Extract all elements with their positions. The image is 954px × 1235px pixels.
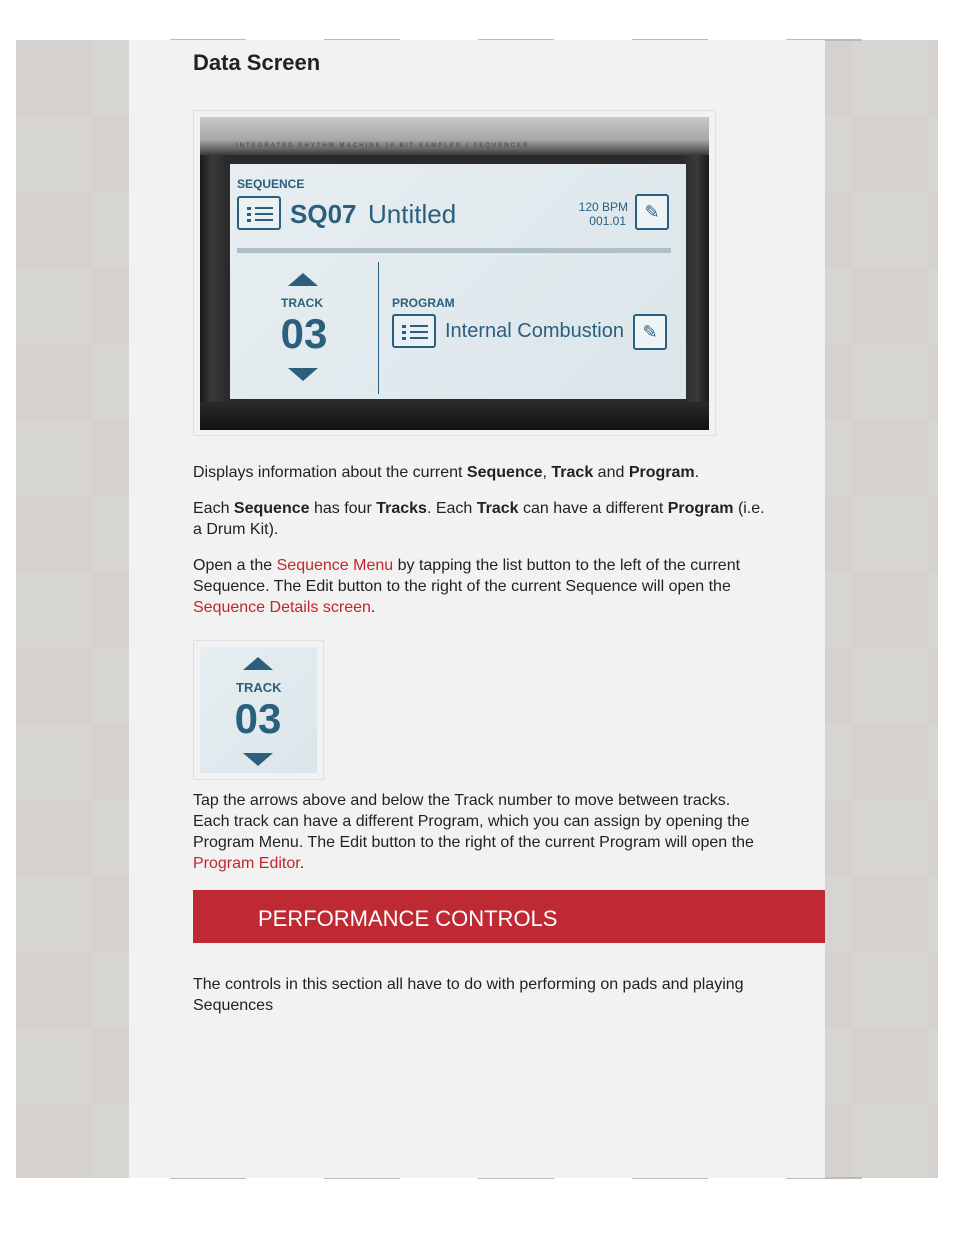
track-label: TRACK bbox=[281, 296, 323, 310]
program-label: PROGRAM bbox=[392, 296, 455, 310]
pencil-icon: ✎ bbox=[642, 322, 658, 342]
track-number: 03 bbox=[280, 310, 328, 357]
track-up-arrow-icon[interactable] bbox=[288, 273, 318, 286]
paragraph-intro bbox=[193, 462, 768, 483]
text: Open a the bbox=[193, 557, 277, 574]
text: Displays information about the current bbox=[193, 464, 467, 481]
text: by tapping the list button to the left of the current Sequence. The Edit button to the right of the current Sequence will open the bbox=[193, 557, 741, 595]
text: Tap the arrows above and below the Track number to move between tracks. Each track can have a different Program, which you can assign by opening the Program Menu. The Edit button to the right of the current Program will open the bbox=[193, 792, 754, 851]
text: . bbox=[370, 599, 376, 616]
position-readout: 001.01 bbox=[589, 214, 626, 228]
device-screen-frame bbox=[200, 117, 709, 430]
banner-title: PERFORMANCE CONTROLS bbox=[258, 906, 558, 931]
term-tracks: Tracks bbox=[376, 500, 427, 517]
track-widget-lcd bbox=[200, 647, 317, 773]
term-sequence: Sequence bbox=[233, 500, 310, 517]
term-track: Track bbox=[551, 464, 594, 481]
text: (i.e. a Drum Kit). bbox=[193, 500, 765, 538]
section-banner bbox=[193, 890, 825, 943]
text: . Each bbox=[426, 500, 477, 517]
paragraph-track-navigation bbox=[193, 790, 768, 874]
text: can have a different bbox=[518, 500, 668, 517]
bpm-readout: 120 BPM bbox=[578, 200, 628, 214]
text: Each bbox=[193, 500, 234, 517]
paragraph-performance: The controls in this section all have to do with performing on pads and playing Sequences bbox=[193, 976, 744, 1014]
paragraph-tracks bbox=[193, 498, 768, 540]
lcd-divider bbox=[237, 248, 671, 253]
sequence-menu-link[interactable]: Sequence Menu bbox=[276, 557, 394, 574]
sequence-name: Untitled bbox=[368, 199, 457, 229]
text: and bbox=[593, 464, 629, 481]
term-program: Program bbox=[667, 500, 734, 517]
lcd-display bbox=[230, 164, 686, 399]
term-track: Track bbox=[476, 500, 519, 517]
device-top-bar bbox=[200, 117, 709, 155]
program-edit-button[interactable] bbox=[633, 314, 667, 350]
sequence-edit-button[interactable] bbox=[635, 194, 669, 230]
track-widget-figure bbox=[193, 640, 324, 780]
sequence-label: SEQUENCE bbox=[237, 177, 305, 191]
sequence-list-button[interactable] bbox=[237, 196, 281, 230]
text: has four bbox=[309, 500, 377, 517]
sequence-details-link[interactable]: Sequence Details screen bbox=[193, 599, 371, 616]
term-sequence: Sequence bbox=[466, 464, 543, 481]
program-editor-link[interactable]: Program Editor bbox=[193, 855, 300, 872]
program-name: Internal Combustion bbox=[445, 320, 624, 342]
device-bottom-bar bbox=[200, 402, 709, 430]
data-screen-figure bbox=[193, 110, 716, 436]
program-list-button[interactable] bbox=[392, 314, 436, 348]
text: . bbox=[299, 855, 305, 872]
track-number: 03 bbox=[234, 695, 282, 742]
track-up-arrow-icon[interactable] bbox=[243, 657, 273, 670]
term-program: Program bbox=[628, 464, 695, 481]
sequence-id: SQ07 bbox=[290, 199, 357, 229]
section-heading: Data Screen bbox=[193, 50, 321, 75]
device-header-text: INTEGRATED RHYTHM MACHINE 16 BIT SAMPLER / SEQUENCER bbox=[236, 143, 530, 149]
track-label: TRACK bbox=[236, 680, 282, 695]
text: , bbox=[542, 464, 552, 481]
paragraph-sequence-menu bbox=[193, 555, 768, 618]
track-down-arrow-icon[interactable] bbox=[243, 753, 273, 766]
track-down-arrow-icon[interactable] bbox=[288, 368, 318, 381]
lcd-vertical-divider bbox=[378, 262, 379, 394]
text: . bbox=[694, 464, 700, 481]
pencil-icon: ✎ bbox=[644, 202, 660, 222]
